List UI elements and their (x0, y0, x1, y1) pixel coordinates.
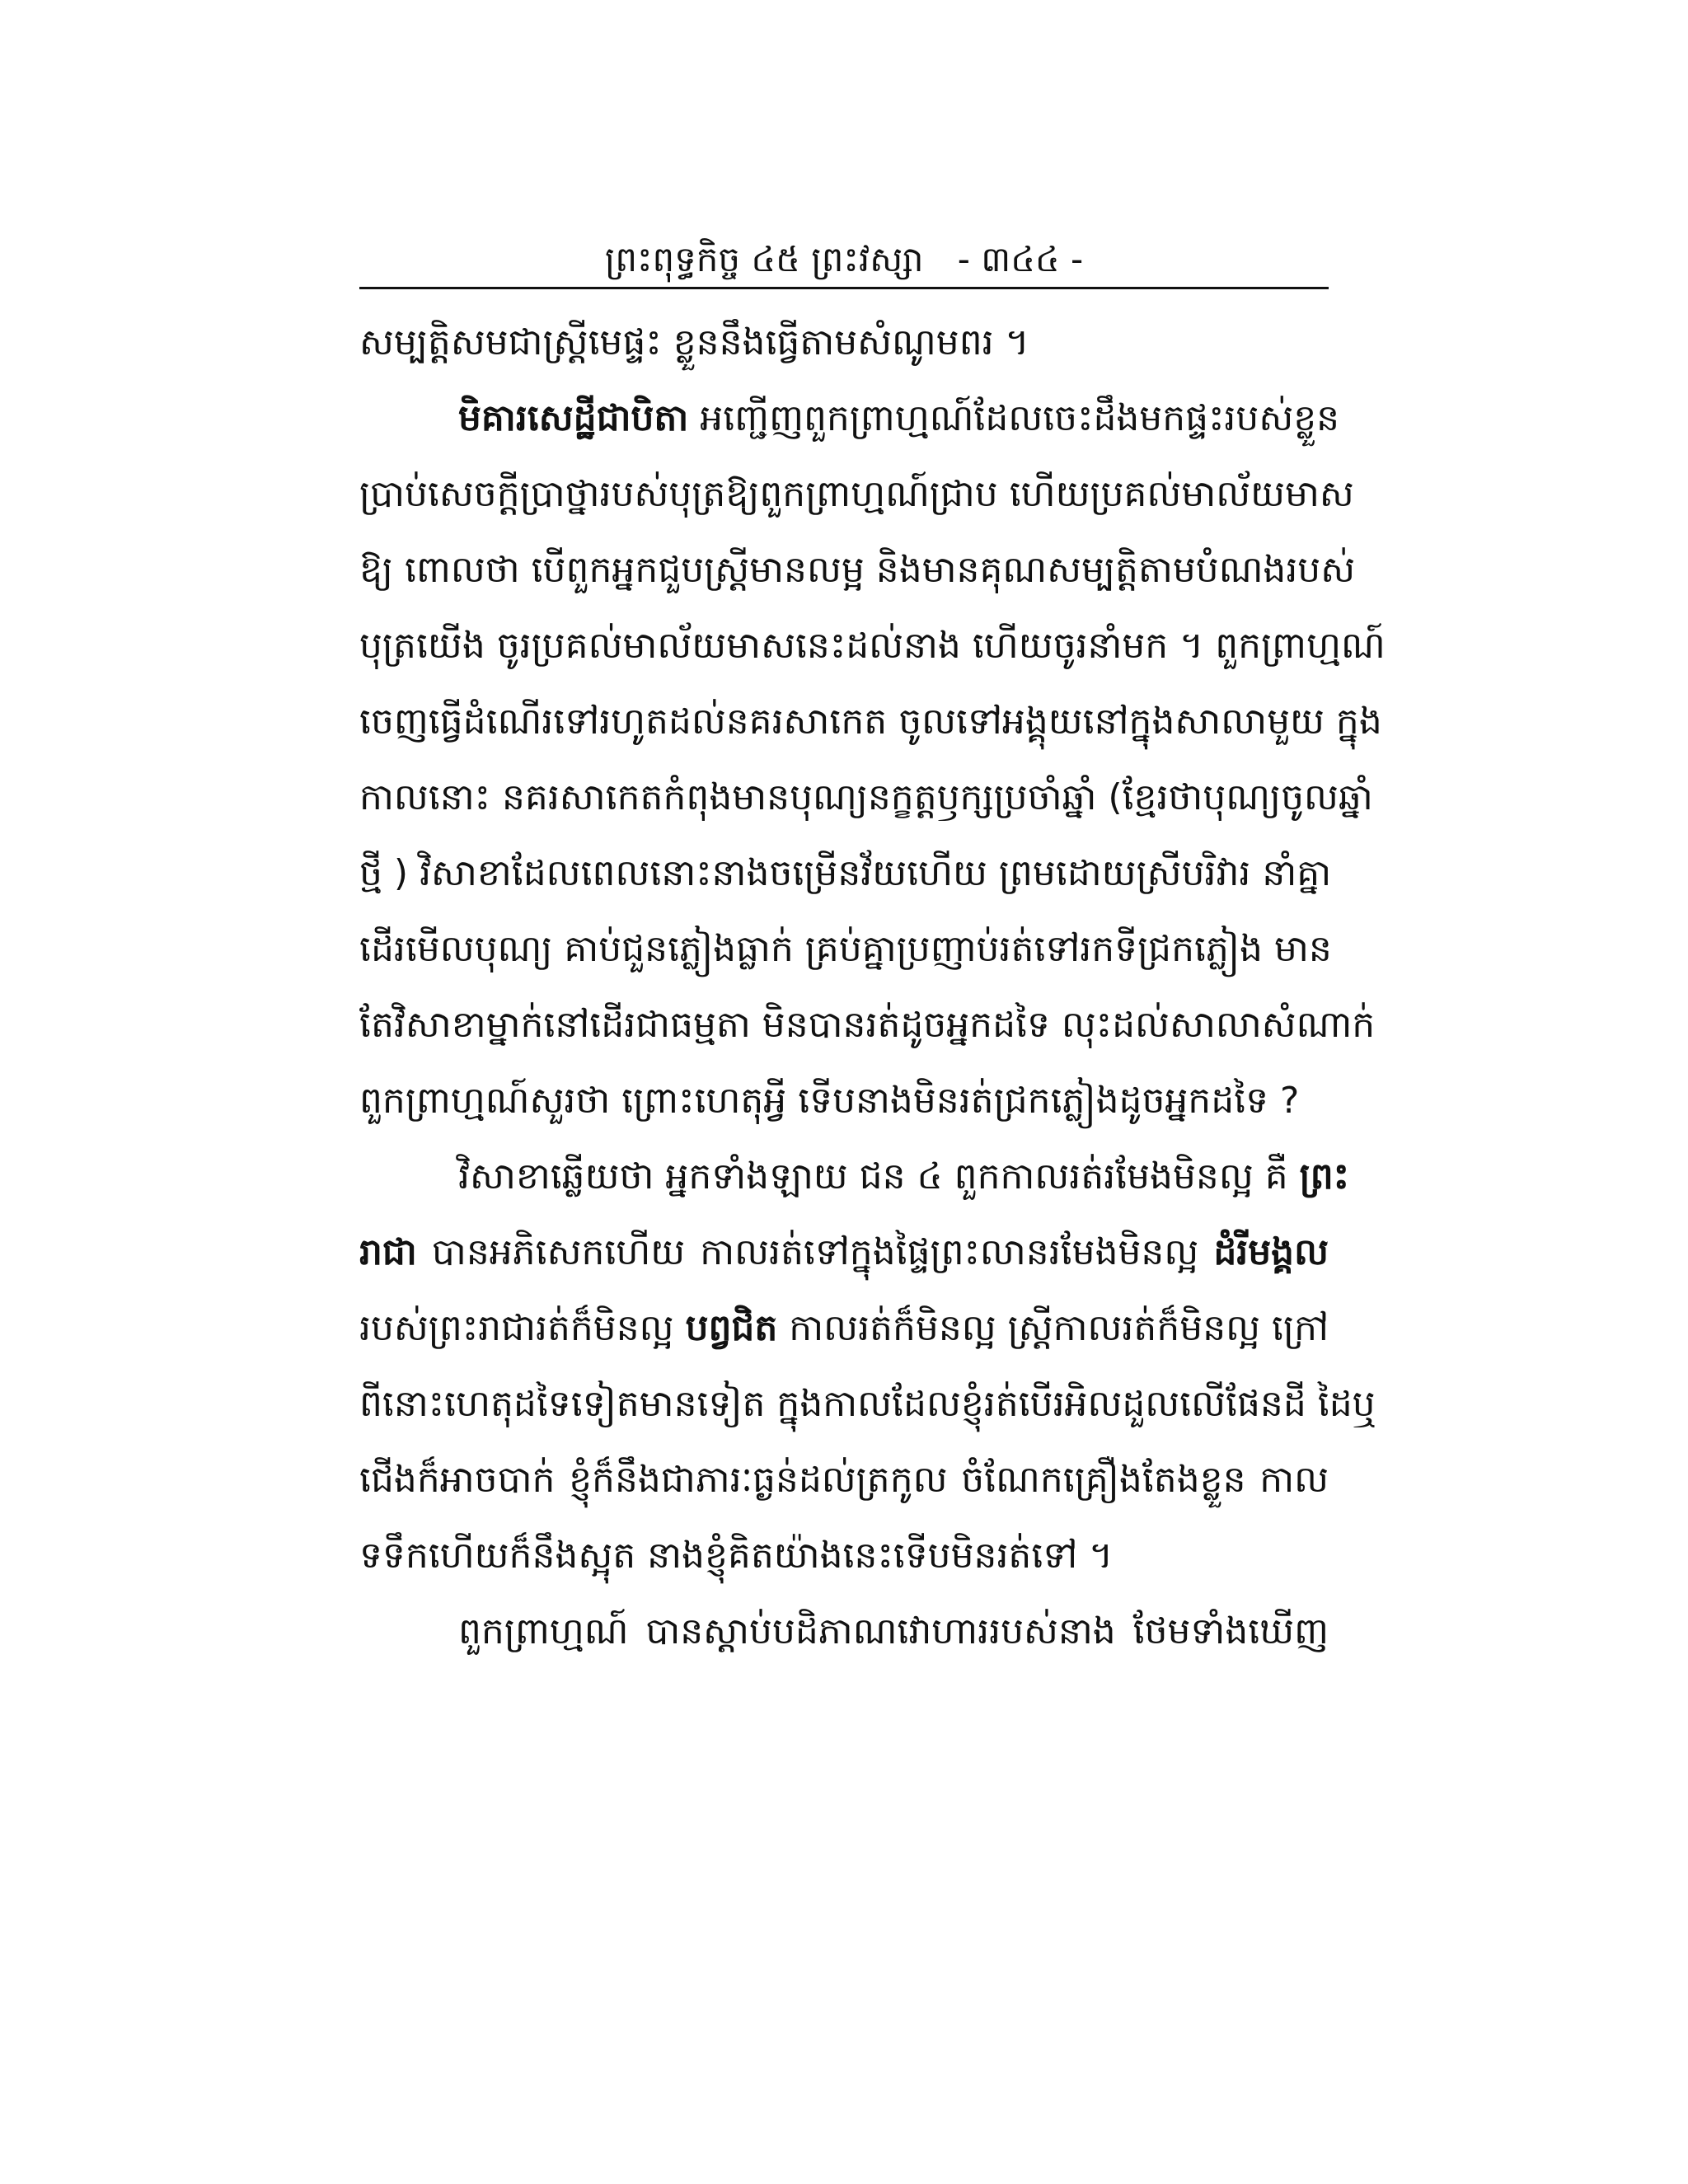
text-run: ពួកព្រាហ្មណ៍សួរថា ព្រោះហេតុអ្វី ទើបនាងមិនរត់ជ្រកភ្លៀងដូចអ្នកដទៃ ? (359, 1080, 1300, 1122)
text-line (359, 305, 1329, 381)
text-run: ចេញធ្វើដំណើរទៅរហូតដល់នគរសាកេត ចូលទៅអង្គុយនៅក្នុងសាលាមួយ ក្នុង (359, 701, 1382, 743)
header-rule (359, 287, 1329, 289)
text-line (359, 1518, 1329, 1594)
text-run: កាលនោះ នគរសាកេតកំពុងមានបុណ្យនក្ខត្តឫក្សប្រចាំឆ្នាំ (ខ្មែរថាបុណ្យចូលឆ្នាំ (359, 776, 1373, 818)
text-run: សម្បត្តិសមជាស្ត្រីមេផ្ទះ ខ្លួននឹងធ្វើតាមសំណូមពរ ។ (359, 321, 1029, 363)
text-line (359, 1215, 1329, 1291)
page-number: - ៣៤៤ - (957, 239, 1084, 279)
bold-term: មិគារសេដ្ឋីជាបិតា (458, 397, 689, 439)
text-run: អញ្ជើញពួកព្រាហ្មណ៍ដែលចេះដឹងមកផ្ទះរបស់ខ្លួន (688, 397, 1340, 439)
text-run: ទទឹកហើយក៏នឹងស្អុត នាងខ្ញុំគិតយ៉ាងនេះទើបមិនរត់ទៅ ។ (359, 1535, 1114, 1577)
text-line (359, 457, 1354, 532)
text-line (359, 987, 1376, 1063)
text-run: តែវិសាខាម្នាក់នៅដើរជាធម្មតា មិនបានរត់ដូចអ្នកដទៃ លុះដល់សាលាសំណាក់ (359, 1004, 1376, 1046)
running-title: ព្រះពុទ្ធកិច្ច ៤៥ ព្រះវស្សា (604, 239, 924, 279)
text-line (359, 381, 1340, 457)
text-line (359, 608, 1386, 684)
text-run: បុត្រយើង ចូរប្រគល់មាល័យមាសនេះដល់នាង ហើយចូរនាំមក ។ ពួកព្រាហ្មណ៍ (359, 625, 1386, 667)
text-line (359, 1139, 1350, 1215)
bold-term: ដំរីមង្គល (1213, 1231, 1329, 1273)
text-line (359, 1291, 1329, 1366)
text-run: បានអភិសេកហើយ កាលរត់ទៅក្នុងផ្ទៃព្រះលានរមែងមិនល្អ (416, 1231, 1214, 1273)
bold-term: រាជា (359, 1231, 417, 1273)
text-line (359, 1063, 1329, 1139)
bold-term: បព្វជិត (685, 1307, 778, 1349)
text-run: ពីនោះហេតុដទៃទៀតមានទៀត ក្នុងកាលដែលខ្ញុំរត់បើរអិលដួលលើផែនដី ដៃឬ (359, 1383, 1376, 1425)
running-header (359, 232, 1329, 287)
text-line (359, 912, 1332, 987)
text-line (359, 1594, 1329, 1670)
text-line (359, 1442, 1329, 1518)
text-run: ប្រាប់សេចក្តីប្រាថ្នារបស់បុត្រឱ្យពួកព្រាហ្មណ៍ជ្រាប ហើយប្រគល់មាល័យមាស (359, 473, 1354, 515)
text-run: ជើងក៏អាចបាក់ ខ្ញុំក៏នឹងជាភារៈធ្ងន់ដល់ត្រកូល ចំណែកគ្រឿងតែងខ្លួន កាល (359, 1459, 1329, 1501)
text-line (359, 1366, 1376, 1442)
text-run: របស់ព្រះរាជារត់ក៏មិនល្អ (359, 1307, 686, 1349)
text-line (359, 836, 1332, 912)
text-line (359, 532, 1356, 608)
bold-term: ព្រះ (1299, 1155, 1350, 1197)
text-line (359, 760, 1373, 836)
text-run: ដើរមើលបុណ្យ គាប់ជួនភ្លៀងធ្លាក់ គ្រប់គ្នាប្រញាប់រត់ទៅរកទីជ្រកភ្លៀង មាន (359, 928, 1332, 970)
text-run: ថ្មី ) វិសាខាដែលពេលនោះនាងចម្រើនវ័យហើយ ព្រមដោយស្រីបរិវារ នាំគ្នា (359, 852, 1332, 894)
text-run: វិសាខាឆ្លើយថា អ្នកទាំងឡាយ ជន ៤ ពួកកាលរត់រមែងមិនល្អ គឺ (458, 1155, 1300, 1197)
text-line (359, 684, 1382, 760)
text-run: កាលរត់ក៏មិនល្អ ស្ត្រីកាលរត់ក៏មិនល្អ ក្រៅ (777, 1307, 1329, 1349)
text-run: ឱ្យ ពោលថា បើពួកអ្នកជួបស្ត្រីមានលម្អ និងមានគុណសម្បត្តិតាមបំណងរបស់ (359, 549, 1356, 591)
body-text (359, 305, 1386, 1670)
text-run: ពួកព្រាហ្មណ៍ បានស្តាប់បដិភាណវោហាររបស់នាង ថែមទាំងឃើញ (458, 1610, 1329, 1652)
